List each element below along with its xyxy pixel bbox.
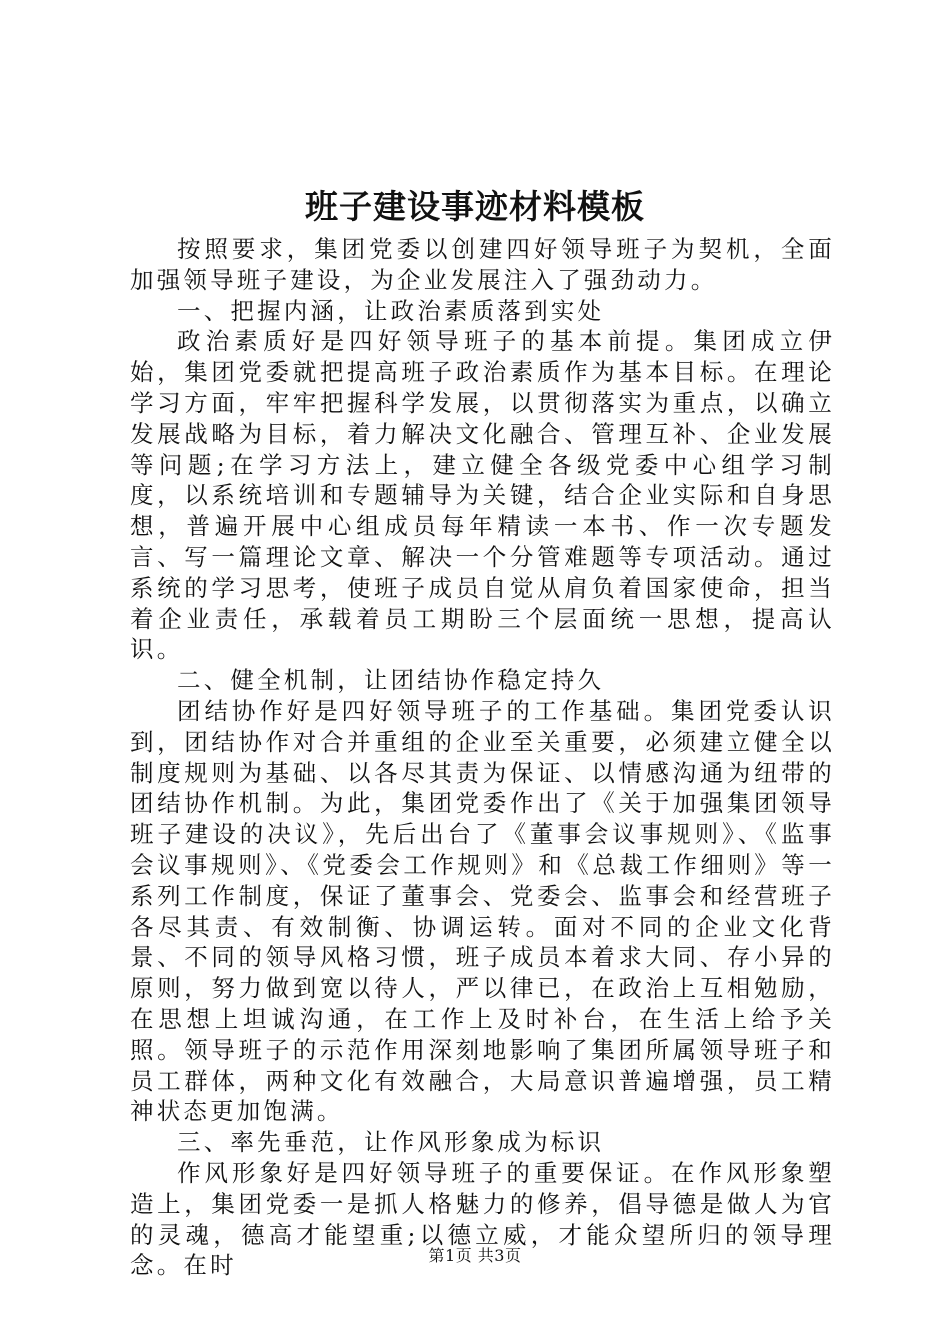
page-number-footer: 第1页 共3页 (428, 1246, 522, 1265)
paragraph-section-3: 作风形象好是四好领导班子的重要保证。在作风形象塑造上，集团党委一是抓人格魅力的修养，倡导德是做人为官的灵魂，德高才能望重;以德立威，才能众望所归的领导理念。在时 (130, 1158, 835, 1280)
section-heading-3: 三、率先垂范，让作风形象成为标识 (177, 1128, 605, 1157)
paragraph-section-2: 团结协作好是四好领导班子的工作基础。集团党委认识到，团结协作对合并重组的企业至关重要，必须建立健全以制度规则为基础、以各尽其责为保证、以情感沟通为纽带的团结协作机制。为此，集团党委作出了《关于加强集团领导班子建设的决议》，先后出台了《董事会议事规则》、《监事会议事规则》、《党委会工作规则》和《总裁工作细则》等一系列工作制度，保证了董事会、党委会、监事会和经营班子各尽其责、有效制衡、协调运转。面对不同的企业文化背景、不同的领导风格习惯，班子成员本着求大同、存小异的原则，努力做到宽以待人，严以律已，在政治上互相勉励，在思想上坦诚沟通，在工作上及时补台，在生活上给予关照。领导班子的示范作用深刻地影响了集团所属领导班子和员工群体，两种文化有效融合，大局意识普遍增强，员工精神状态更加饱满。 (130, 696, 835, 1126)
document-body (130, 234, 835, 1281)
paragraph-section-1: 政治素质好是四好领导班子的基本前提。集团成立伊始，集团党委就把提高班子政治素质作为基本目标。在理论学习方面，牢牢把握科学发展，以贯彻落实为重点，以确立发展战略为目标，着力解决文化融合、管理互补、企业发展等问题;在学习方法上，建立健全各级党委中心组学习制度，以系统培训和专题辅导为关键，结合企业实际和自身思想，普遍开展中心组成员每年精读一本书、作一次专题发言、写一篇理论文章、解决一个分管难题等专项活动。通过系统的学习思考，使班子成员自觉从肩负着国家使命，担当着企业责任，承载着员工期盼三个层面统一思想，提高认识。 (130, 327, 835, 664)
document-title: 班子建设事迹材料模板 (305, 187, 645, 226)
section-heading-2: 二、健全机制，让团结协作稳定持久 (177, 666, 605, 695)
section-heading-1: 一、把握内涵，让政治素质落到实处 (177, 296, 605, 325)
paragraph-intro: 按照要求，集团党委以创建四好领导班子为契机，全面加强领导班子建设，为企业发展注入了强劲动力。 (130, 235, 835, 294)
